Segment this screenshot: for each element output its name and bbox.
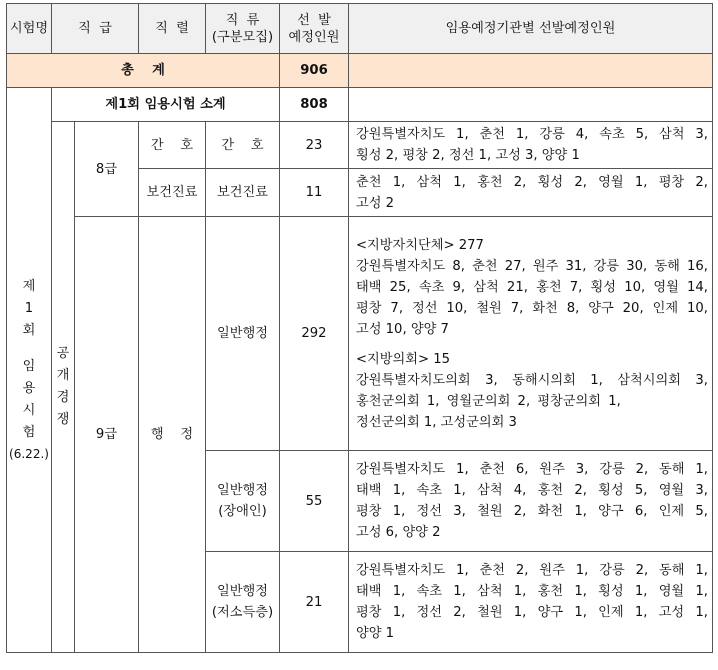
distribution-line: 강원특별자치도 1, 춘천 6, 원주 3, 강릉 2, 동해 1, <box>356 462 708 477</box>
distribution-cell <box>349 122 713 169</box>
category-cell: 간 호 <box>206 122 280 169</box>
count-cell: 55 <box>280 451 349 552</box>
distribution-line: 춘천 1, 삼척 1, 홍천 2, 횡성 2, 영월 1, 평창 2, <box>356 174 708 190</box>
count-cell: 11 <box>280 169 349 217</box>
recruit-type-cell <box>52 122 75 653</box>
category-line: (저소득층) <box>211 605 274 620</box>
distribution-line: 강원특별자치도 8, 춘천 27, 원주 31, 강릉 30, 동해 16, <box>356 258 708 274</box>
header-count-line2: 예정인원 <box>288 29 340 45</box>
exam-name-char: 험 <box>22 425 36 440</box>
distribution-line: 고성 10, 양양 7 <box>356 321 449 337</box>
distribution-line: 평창 1, 정선 2, 철원 1, 양구 1, 인제 1, 고성 1, <box>356 605 708 620</box>
recruit-type-char: 경 <box>56 390 70 405</box>
header-category-line1: 직 류 <box>225 12 260 28</box>
distribution-line: 평창 1, 정선 3, 철원 2, 화천 1, 양구 6, 인제 5, <box>356 504 708 519</box>
distribution-line: 강원특별자치도 1, 춘천 2, 원주 1, 강릉 2, 동해 1, <box>356 563 708 578</box>
total-label: 총 계 <box>7 54 280 88</box>
exam-name-char: 1 <box>24 301 34 316</box>
total-empty <box>349 54 713 88</box>
series-cell: 행 정 <box>139 217 206 653</box>
total-row <box>7 54 713 88</box>
distribution-line: 평창 7, 정선 10, 철원 7, 화천 8, 양구 20, 인제 10, <box>356 300 708 316</box>
distribution-gap <box>356 340 708 349</box>
category-line: 일반행정 <box>217 483 268 498</box>
distribution-line: 고성 2 <box>356 195 395 211</box>
table-row <box>7 122 713 169</box>
header-category-line2: (구분모집) <box>211 29 274 45</box>
distribution-cell <box>349 451 713 552</box>
subtotal-label: 제1회 임용시험 소계 <box>52 88 280 122</box>
total-value: 906 <box>280 54 349 88</box>
distribution-group-title: <지방자치단체> 277 <box>356 237 484 253</box>
recruitment-table <box>6 3 713 653</box>
count-cell: 21 <box>280 552 349 653</box>
grade-cell: 9급 <box>75 217 139 653</box>
distribution-line: 태백 1, 속초 1, 삼척 4, 홍천 2, 횡성 5, 영월 3, <box>356 483 708 498</box>
header-count <box>280 4 349 54</box>
exam-name-char: 제 <box>22 279 36 294</box>
distribution-line: 홍천군의회 1, 영월군의회 2, 평창군의회 1, <box>356 393 621 409</box>
exam-name-char: 회 <box>22 323 36 338</box>
exam-name-gap <box>7 342 51 356</box>
series-cell: 보건진료 <box>139 169 206 217</box>
header-distribution: 임용예정기관별 선발예정인원 <box>349 4 713 54</box>
category-cell: 보건진료 <box>206 169 280 217</box>
grade-cell: 8급 <box>75 122 139 217</box>
subtotal-empty <box>349 88 713 122</box>
distribution-line: 태백 25, 속초 9, 삼척 21, 홍천 7, 횡성 10, 영월 14, <box>356 279 708 295</box>
distribution-cell <box>349 217 713 451</box>
series-cell: 간 호 <box>139 122 206 169</box>
recruit-type-char: 공 <box>56 346 70 361</box>
distribution-cell <box>349 169 713 217</box>
header-row <box>7 4 713 54</box>
category-cell <box>206 451 280 552</box>
recruit-type-char: 쟁 <box>56 412 70 427</box>
distribution-line: 강원특별자치도의회 3, 동해시의회 1, 삼척시의회 3, <box>356 372 708 388</box>
exam-name-char: 용 <box>22 381 36 396</box>
category-line: (장애인) <box>218 504 267 519</box>
distribution-group-title: <지방의회> 15 <box>356 351 451 367</box>
category-line: 일반행정 <box>217 584 268 599</box>
subtotal-row <box>7 88 713 122</box>
exam-name-char: 시 <box>22 403 36 418</box>
header-count-line1: 선 발 <box>297 12 331 28</box>
distribution-line: 강원특별자치도 1, 춘천 1, 강릉 4, 속초 5, 삼척 3, <box>356 127 708 142</box>
distribution-cell <box>349 552 713 653</box>
header-exam: 시험명 <box>7 4 52 54</box>
distribution-line: 양양 1 <box>356 626 395 641</box>
exam-name-cell <box>7 88 52 653</box>
header-series: 직 렬 <box>139 4 206 54</box>
category-cell: 일반행정 <box>206 217 280 451</box>
distribution-line: 태백 1, 속초 1, 삼척 1, 홍천 1, 횡성 1, 영월 1, <box>356 584 708 599</box>
recruit-type-char: 개 <box>56 368 70 383</box>
exam-name-char: 임 <box>22 359 36 374</box>
category-cell <box>206 552 280 653</box>
table-row <box>7 217 713 451</box>
distribution-line: 정선군의회 1, 고성군의회 3 <box>356 414 517 430</box>
header-category <box>206 4 280 54</box>
distribution-line: 횡성 2, 평창 2, 정선 1, 고성 3, 양양 1 <box>356 148 580 163</box>
count-cell: 23 <box>280 122 349 169</box>
count-cell: 292 <box>280 217 349 451</box>
subtotal-value: 808 <box>280 88 349 122</box>
distribution-line: 고성 6, 양양 2 <box>356 525 441 540</box>
exam-date: (6.22.) <box>9 447 49 461</box>
header-grade: 직 급 <box>52 4 139 54</box>
